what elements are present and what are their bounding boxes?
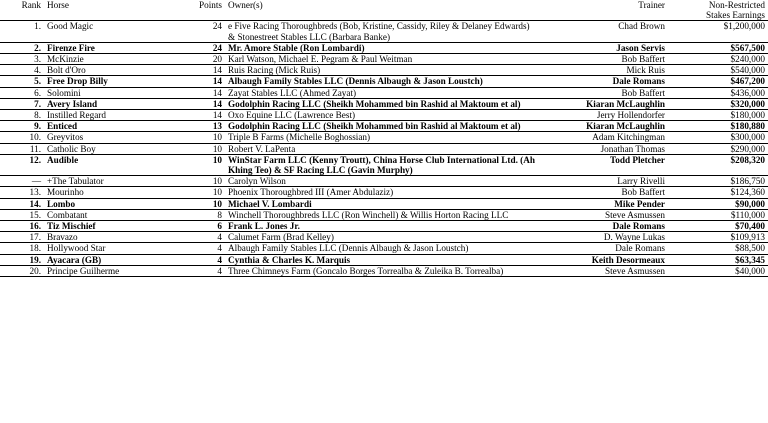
cell-earnings: $124,360 (730, 187, 765, 198)
table-row (0, 209, 768, 220)
cell-horse: Hollywood Star (47, 243, 106, 254)
cell-earnings: $240,000 (730, 54, 765, 65)
cell-owner: Mr. Amore Stable (Ron Lombardi) (228, 42, 365, 53)
cell-horse: Ayacara (GB) (47, 254, 102, 265)
cell-rank: 15. (29, 209, 41, 220)
cell-owner: e Five Racing Thoroughbreds (Bob, Kristine, Cassidy, Riley & Delaney Edwards) & Stonestreet Stables LLC (Barbara Banke) (228, 21, 530, 42)
cell-owner: Carolyn Wilson (228, 176, 286, 187)
table-row (0, 232, 768, 243)
cell-horse: McKinzie (47, 54, 84, 65)
cell-points: 14 (212, 98, 222, 109)
cell-points: 10 (212, 143, 222, 154)
cell-trainer: Mick Ruis (626, 65, 665, 76)
cell-horse: Catholic Boy (47, 143, 96, 154)
cell-points: 10 (212, 198, 222, 209)
header-rank: Rank (21, 0, 41, 10)
cell-owner: Oxo Equine LLC (Lawrence Best) (228, 110, 356, 121)
cell-rank: 16. (29, 221, 41, 232)
cell-earnings: $70,400 (735, 221, 765, 232)
cell-trainer: Bob Baffert (621, 187, 665, 198)
cell-owner: Phoenix Thoroughbred III (Amer Abdulaziz) (228, 187, 394, 198)
cell-points: 20 (212, 54, 222, 65)
cell-trainer: D. Wayne Lukas (603, 232, 665, 243)
table-row (0, 42, 768, 53)
cell-rank: 6. (34, 87, 41, 98)
table-row (0, 98, 768, 109)
cell-earnings: $40,000 (735, 265, 765, 276)
cell-trainer: Todd Pletcher (609, 154, 665, 165)
cell-trainer: Steve Asmussen (605, 209, 665, 220)
cell-points: 10 (212, 132, 222, 143)
cell-points: 14 (212, 76, 222, 87)
cell-points: 10 (212, 176, 222, 187)
table-body (0, 21, 768, 277)
cell-rank: 20. (29, 265, 41, 276)
cell-horse: Solomini (47, 87, 81, 98)
cell-earnings: $186,750 (730, 176, 765, 187)
cell-horse: Greyvitos (47, 132, 84, 143)
cell-horse: +The Tabulator (47, 176, 104, 187)
cell-points: 10 (212, 154, 222, 165)
cell-earnings: $320,000 (730, 98, 765, 109)
header-earnings-line1: Non-Restricted (708, 0, 765, 10)
cell-rank: 9. (34, 121, 41, 132)
cell-rank: 1. (34, 21, 41, 32)
cell-owner: Calumet Farm (Brad Kelley) (228, 232, 334, 243)
cell-rank: 11. (29, 143, 41, 154)
cell-trainer: Larry Rivelli (617, 176, 665, 187)
table-row (0, 21, 768, 42)
cell-earnings: $1,200,000 (723, 21, 765, 32)
cell-rank: 12. (29, 154, 41, 165)
table-row (0, 154, 768, 175)
table-row (0, 265, 768, 276)
cell-earnings: $88,500 (735, 243, 765, 254)
cell-horse: Firenze Fire (47, 42, 95, 53)
cell-owner: Godolphin Racing LLC (Sheikh Mohammed bin Rashid al Maktoum et al) (228, 98, 521, 109)
table-row (0, 187, 768, 198)
cell-owner: Karl Watson, Michael E. Pegram & Paul Weitman (228, 54, 413, 65)
cell-points: 6 (217, 221, 222, 232)
cell-points: 4 (217, 232, 222, 243)
cell-trainer: Chad Brown (618, 21, 665, 32)
table-row (0, 221, 768, 232)
cell-horse: Audible (47, 154, 79, 165)
cell-trainer: Keith Desormeaux (591, 254, 665, 265)
cell-owner: Cynthia & Charles K. Marquis (228, 254, 351, 265)
cell-earnings: $208,320 (730, 154, 765, 165)
cell-horse: Tiz Mischief (47, 221, 96, 232)
table-row (0, 254, 768, 265)
cell-points: 24 (212, 21, 222, 32)
cell-earnings: $180,880 (730, 121, 765, 132)
cell-trainer: Dale Romans (612, 221, 665, 232)
header-earnings (668, 0, 768, 21)
header-earnings-line2: Stakes Earnings (706, 10, 765, 21)
cell-earnings: $567,500 (730, 42, 765, 53)
cell-earnings: $436,000 (730, 87, 765, 98)
cell-earnings: $110,000 (730, 209, 765, 220)
cell-owner: Three Chimneys Farm (Goncalo Borges Torrealba & Zuleika B. Torrealba) (228, 265, 504, 276)
cell-earnings: $63,345 (735, 254, 765, 265)
cell-rank: 17. (29, 232, 41, 243)
cell-owner: Ruis Racing (Mick Ruis) (228, 65, 321, 76)
cell-points: 4 (217, 243, 222, 254)
cell-earnings: $467,200 (730, 76, 765, 87)
cell-owner: Triple B Farms (Michelle Boghossian) (228, 132, 371, 143)
cell-trainer: Bob Baffert (621, 54, 665, 65)
cell-points: 14 (212, 65, 222, 76)
cell-owner: Frank L. Jones Jr. (228, 221, 300, 232)
cell-rank: 3. (34, 54, 41, 65)
cell-trainer: Dale Romans (612, 76, 665, 87)
table-row (0, 54, 768, 65)
cell-trainer: Steve Asmussen (605, 265, 665, 276)
cell-points: 14 (212, 110, 222, 121)
cell-rank: 8. (34, 110, 41, 121)
cell-rank: 13. (29, 187, 41, 198)
header-trainer: Trainer (638, 0, 665, 10)
cell-earnings: $300,000 (730, 132, 765, 143)
cell-trainer: Jerry Hollendorfer (596, 110, 665, 121)
cell-rank: 4. (34, 65, 41, 76)
cell-owner: Michael V. Lombardi (228, 198, 312, 209)
cell-horse: Mourinho (47, 187, 84, 198)
table-header-row (0, 0, 768, 21)
table-row (0, 243, 768, 254)
cell-trainer: Jonathan Thomas (600, 143, 665, 154)
header-points: Points (199, 0, 222, 10)
cell-owner: Godolphin Racing LLC (Sheikh Mohammed bin Rashid al Maktoum et al) (228, 121, 521, 132)
cell-points: 4 (217, 254, 222, 265)
cell-rank: 2. (34, 42, 41, 53)
cell-points: 4 (217, 265, 222, 276)
cell-points: 10 (212, 187, 222, 198)
cell-horse: Bravazo (47, 232, 78, 243)
table-row (0, 65, 768, 76)
cell-rank: — (31, 176, 41, 187)
cell-earnings: $90,000 (735, 198, 765, 209)
cell-earnings: $109,913 (730, 232, 765, 243)
cell-horse: Enticed (47, 121, 78, 132)
cell-points: 14 (212, 87, 222, 98)
cell-trainer: Jason Servis (616, 42, 665, 53)
cell-rank: 10. (29, 132, 41, 143)
cell-owner: Winchell Thoroughbreds LLC (Ron Winchell) & Willis Horton Racing LLC (228, 209, 509, 220)
cell-trainer: Dale Romans (615, 243, 665, 254)
cell-owner: Albaugh Family Stables LLC (Dennis Albaugh & Jason Loustch) (228, 76, 483, 87)
table-row (0, 87, 768, 98)
table-row (0, 132, 768, 143)
cell-trainer: Kiaran McLaughlin (586, 98, 665, 109)
table-row (0, 143, 768, 154)
table-row (0, 121, 768, 132)
cell-earnings: $180,000 (730, 110, 765, 121)
cell-points: 13 (212, 121, 222, 132)
cell-owner: Albaugh Family Stables LLC (Dennis Albaugh & Jason Loustch) (228, 243, 469, 254)
table-row (0, 76, 768, 87)
cell-owner: Zayat Stables LLC (Ahmed Zayat) (228, 87, 357, 98)
cell-trainer: Bob Baffert (621, 87, 665, 98)
cell-horse: Avery Island (47, 98, 98, 109)
cell-rank: 5. (34, 76, 41, 87)
table-row (0, 198, 768, 209)
cell-points: 8 (217, 209, 222, 220)
table-row (0, 110, 768, 121)
header-owner: Owner(s) (228, 0, 263, 10)
cell-trainer: Mike Pender (614, 198, 665, 209)
cell-earnings: $540,000 (730, 65, 765, 76)
cell-trainer: Adam Kitchingman (592, 132, 665, 143)
cell-points: 24 (212, 42, 222, 53)
cell-horse: Lombo (47, 198, 76, 209)
cell-horse: Principe Guilherme (47, 265, 120, 276)
cell-trainer: Kiaran McLaughlin (586, 121, 665, 132)
cell-rank: 19. (29, 254, 41, 265)
cell-owner: Robert V. LaPenta (228, 143, 296, 154)
header-horse: Horse (47, 0, 69, 10)
cell-rank: 14. (29, 198, 41, 209)
cell-horse: Good Magic (47, 21, 94, 32)
cell-horse: Instilled Regard (47, 110, 106, 121)
cell-earnings: $290,000 (730, 143, 765, 154)
cell-horse: Bolt d'Oro (47, 65, 86, 76)
table-row (0, 176, 768, 187)
cell-rank: 7. (34, 98, 41, 109)
cell-owner: WinStar Farm LLC (Kenny Troutt), China Horse Club International Ltd. (Ah Khing Teo) & SF Racing LLC (Gavin Murphy) (228, 154, 535, 176)
cell-horse: Free Drop Billy (47, 76, 108, 87)
cell-rank: 18. (29, 243, 41, 254)
cell-horse: Combatant (47, 209, 88, 220)
